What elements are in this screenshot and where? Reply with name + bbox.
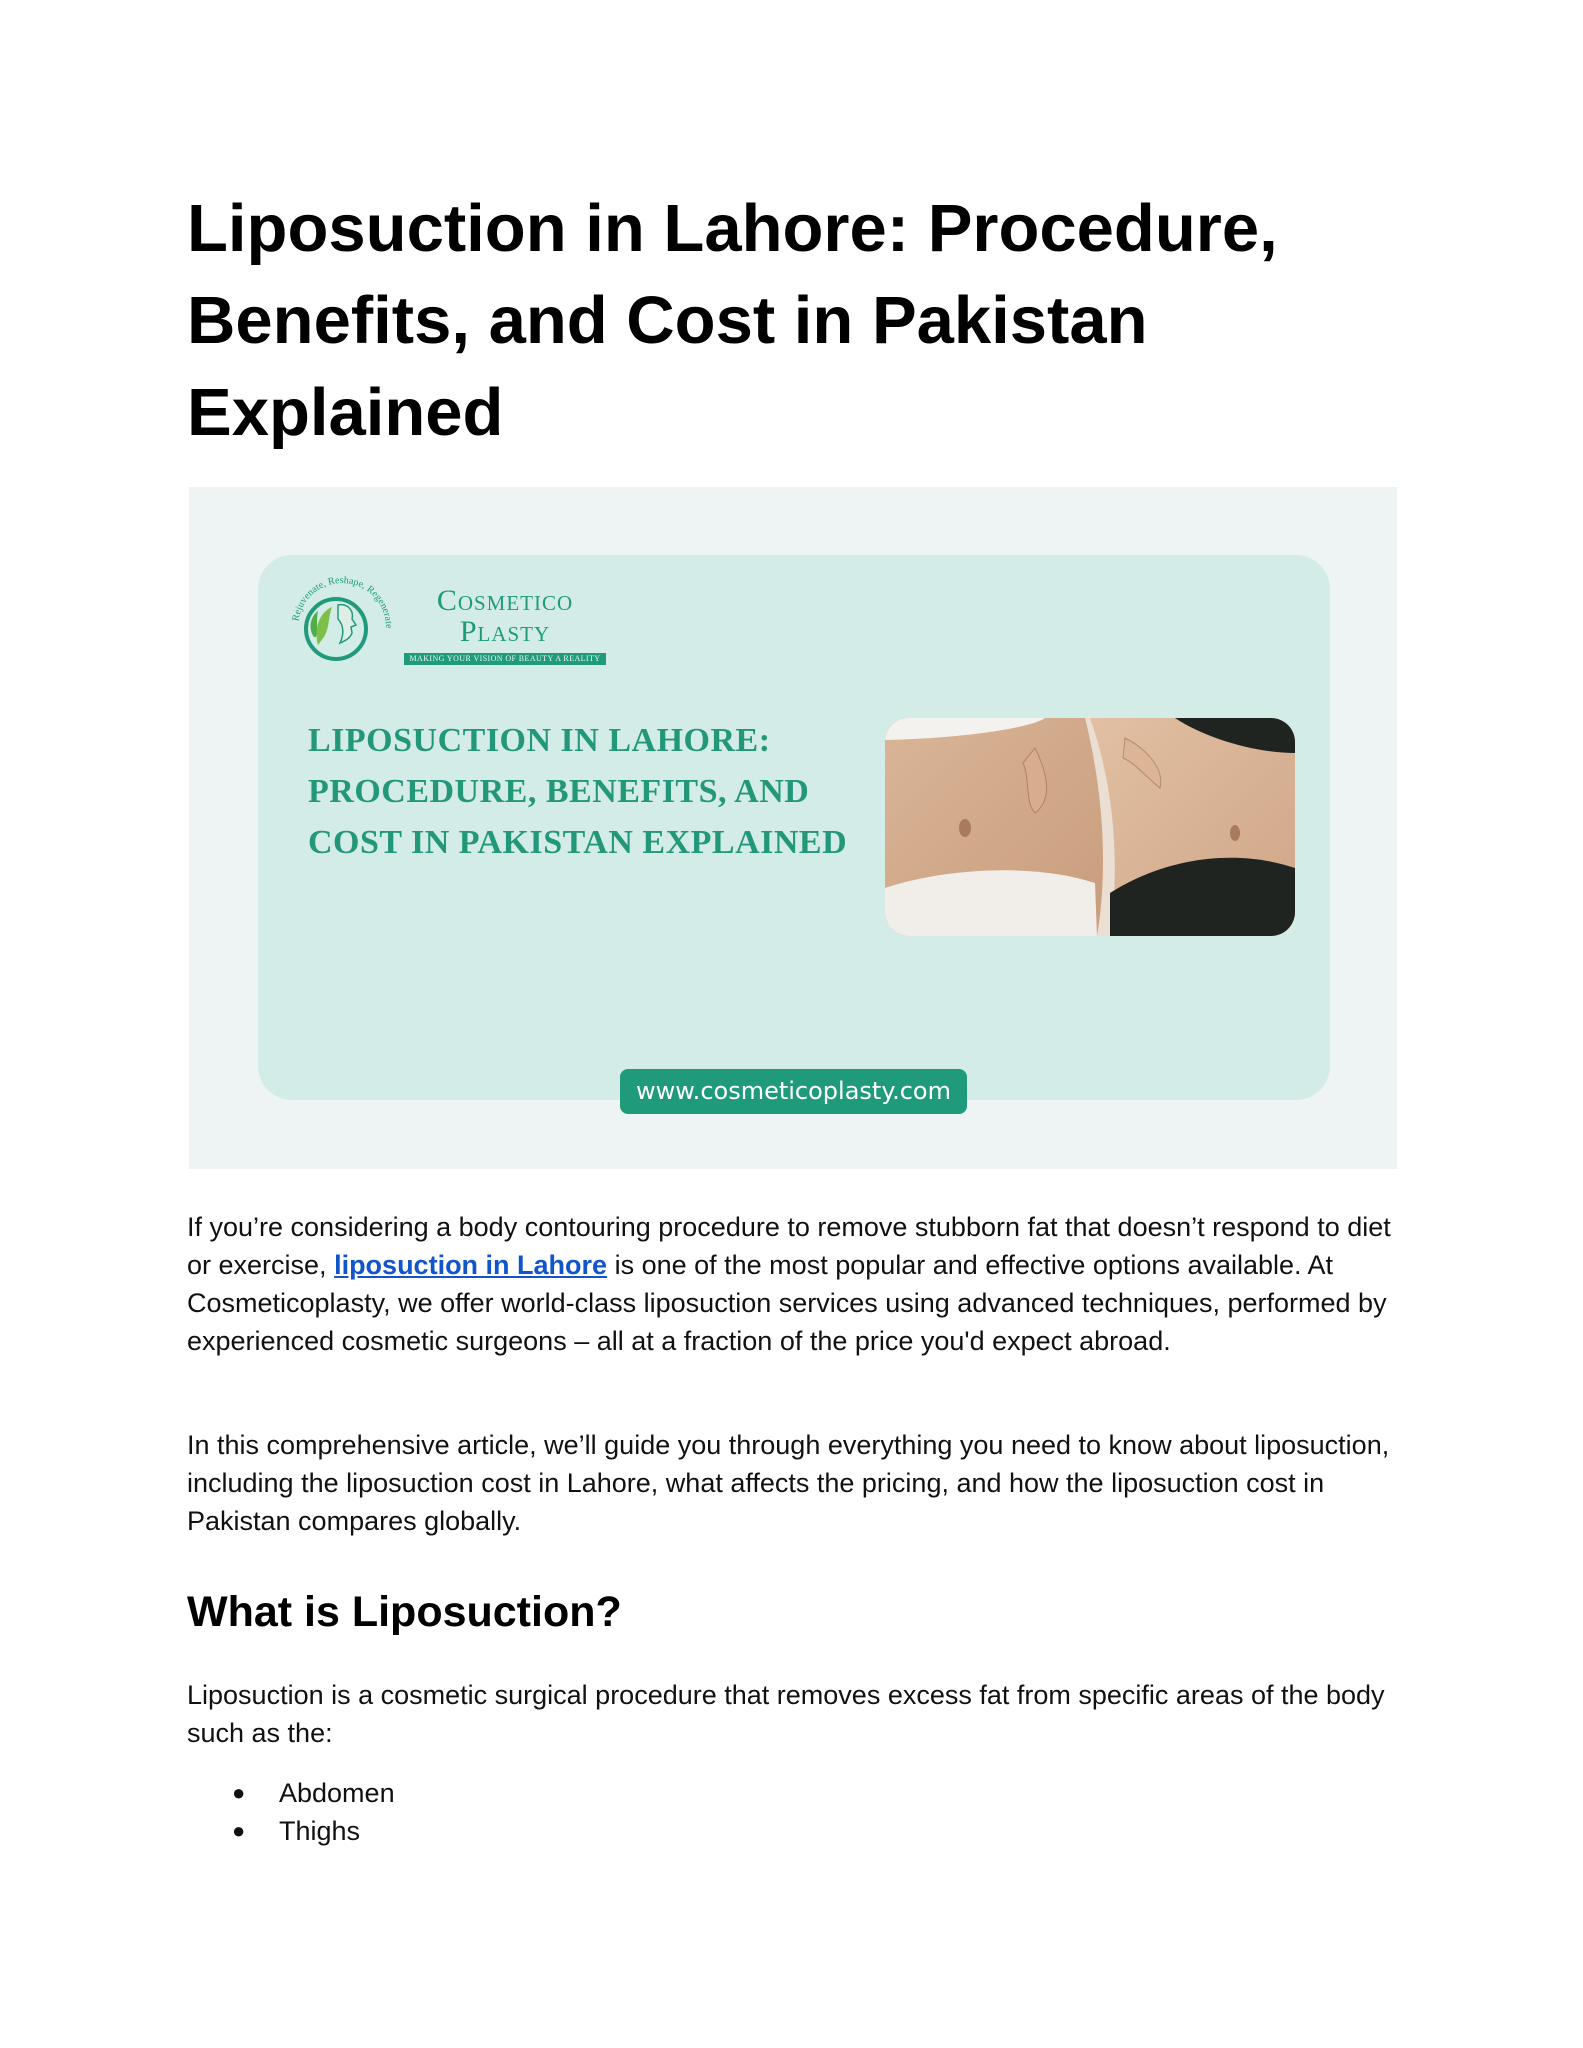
hero-banner-image	[189, 487, 1397, 1169]
intro-paragraph	[187, 1208, 1397, 1360]
list-item	[187, 1774, 395, 1812]
intro-text-after-link: is one of the most popular and effective options available. At Cosmeticoplasty, we offer world-class liposuction services using advanced techniques, performed by experienced cosmetic surgeons – all at a fraction of the price you'd expect abroad.	[187, 1250, 1387, 1356]
list-item	[187, 1812, 395, 1850]
bullet-icon: ●	[232, 1818, 246, 1843]
section-heading: What is Liposuction?	[187, 1588, 622, 1636]
bullet-icon: ●	[232, 1780, 246, 1805]
abdomen-photo	[885, 718, 1295, 936]
brand-wordmark	[400, 585, 610, 666]
intro-text-before-link: If you’re considering a body contouring procedure to remove stubborn fat that doesn’t respond to diet or exercise,	[187, 1212, 1391, 1280]
svg-text:Rejuvenate, Reshape, Regenerat: Rejuvenate, Reshape, Regenerate	[290, 574, 395, 629]
brand-name-line1: Cosmetico	[436, 584, 574, 617]
list-item-text: Abdomen	[279, 1778, 395, 1808]
banner-card	[258, 555, 1330, 1100]
website-url-badge: www.cosmeticoplasty.com	[620, 1069, 967, 1114]
article-title: Liposuction in Lahore: Procedure, Benefits, and Cost in Pakistan Explained	[187, 191, 1278, 450]
section-paragraph: Liposuction is a cosmetic surgical procedure that removes excess fat from specific areas of the body such as the:	[187, 1680, 1385, 1748]
brand-tagline: MAKING YOUR VISION OF BEAUTY A REALITY	[404, 653, 607, 665]
overview-paragraph: In this comprehensive article, we’ll guide you through everything you need to know about liposuction, including the liposuction cost in Lahore, what affects the pricing, and how the liposuction cost in Pakistan compares globally.	[187, 1430, 1390, 1536]
body-areas-list	[187, 1774, 395, 1850]
banner-headline: LIPOSUCTION IN LAHORE: PROCEDURE, BENEFITS, AND COST IN PAKISTAN EXPLAINED	[308, 722, 848, 861]
liposuction-in-lahore-link[interactable]: liposuction in Lahore	[334, 1250, 608, 1280]
list-item-text: Thighs	[279, 1816, 361, 1846]
brand-name-line2: Plasty	[459, 615, 551, 648]
brand-logo-icon	[288, 573, 396, 681]
